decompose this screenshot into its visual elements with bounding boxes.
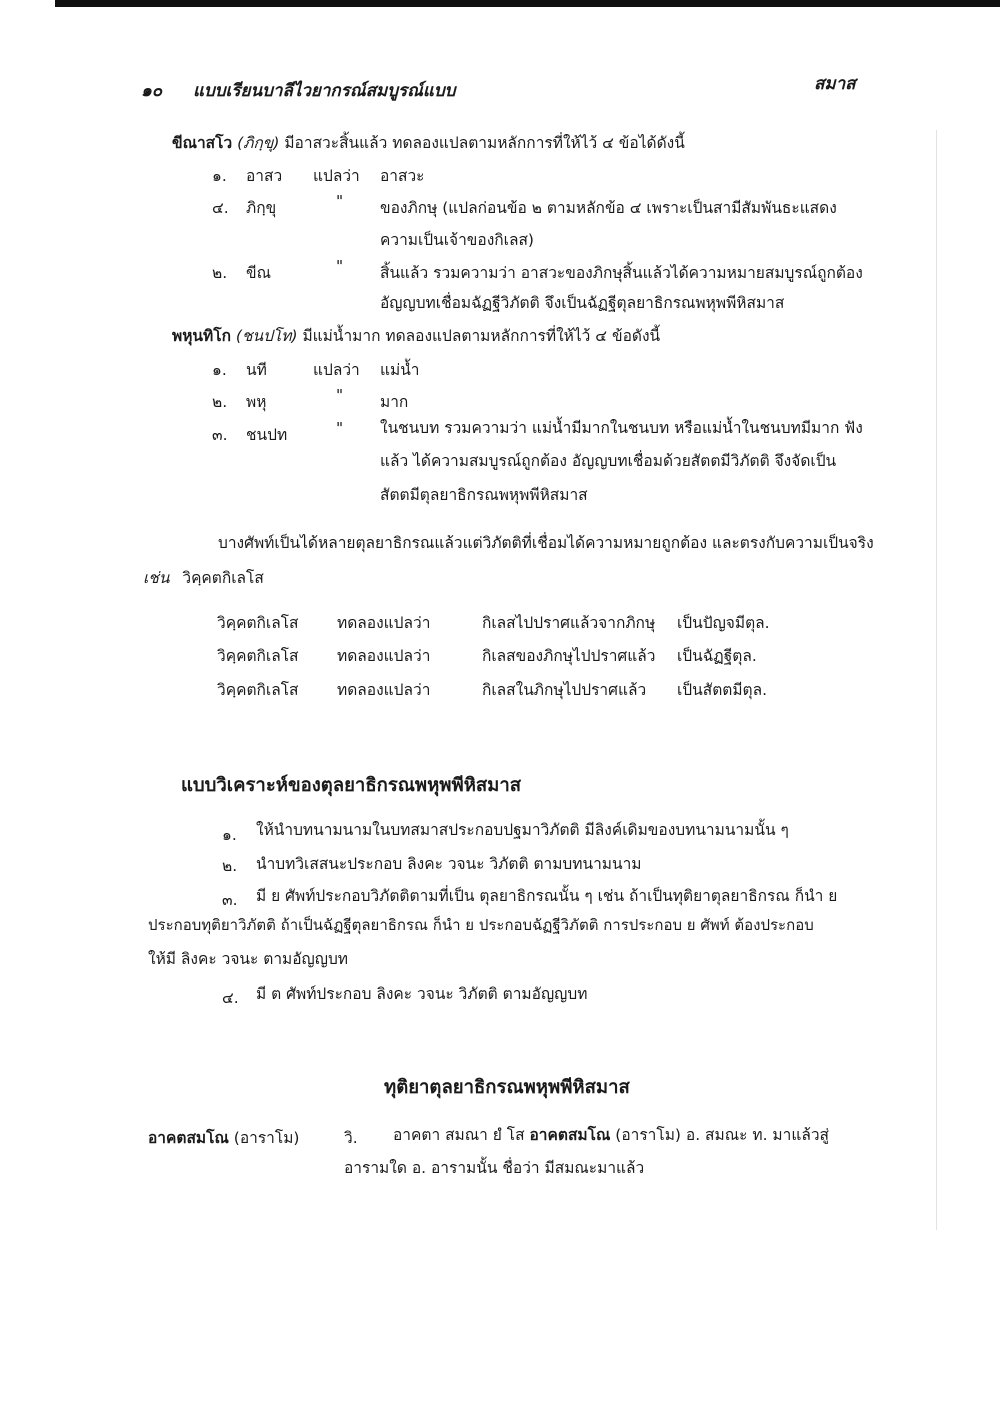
example1-meaning: กิเลสไปปราศแล้วจากภิกษุ <box>482 614 656 632</box>
example3-verb: ทดลองแปลว่า <box>337 681 431 699</box>
example2-word: วิคฺคตกิเลโส <box>217 647 299 665</box>
para-line2 <box>143 565 264 590</box>
entry1-row1-word: อาสว <box>246 167 283 185</box>
entry1-row2-verb: " <box>336 192 344 210</box>
entry1-row3-line1: สิ้นแล้ว รวมความว่า อาสวะของภิกษุสิ้นแล้วได้ความหมายสมบูรณ์ถูกต้อง <box>380 264 863 282</box>
analysis-item3-line2: ประกอบทุติยาวิภัตติ ถ้าเป็นฉัฏฐีตุลยาธิกรณ ก็นำ ย ประกอบฉัฏฐีวิภัตติ การประกอบ ย ศัพท์ ต้องประกอบ <box>148 916 814 934</box>
section2-line1-a: อาคตา สมณา ยํ โส <box>393 1126 525 1144</box>
entry2-row3-line3: สัตตมีตุลยาธิกรณพหุพพีหิสมาส <box>380 486 588 504</box>
entry1-row3-line2: อัญญบทเชื่อมฉัฏฐีวิภัตติ จึงเป็นฉัฏฐีตุลยาธิกรณพหุพพีหิสมาส <box>380 294 785 312</box>
entry2-paren: (ชนปโท) <box>235 327 298 345</box>
entry1-row2-line1: ของภิกษุ (แปลก่อนข้อ ๒ ตามหลักข้อ ๔ เพราะเป็นสามีสัมพันธะแสดง <box>380 199 837 217</box>
analysis-item2-num: ๒. <box>222 857 238 875</box>
analysis-item1-num: ๑. <box>222 826 237 844</box>
entry1-paren: (ภิกฺขุ) <box>237 134 280 152</box>
entry2-line <box>172 323 660 348</box>
entry2-row2-line1: มาก <box>380 393 409 411</box>
entry2-row1-line1: แม่น้ำ <box>380 361 420 379</box>
entry1-row2-num: ๔. <box>212 199 229 217</box>
example3-word: วิคฺคตกิเลโส <box>217 681 299 699</box>
entry2-row3-word: ชนปท <box>246 426 288 444</box>
section2-line1-b: (อาราโม) อ. สมณะ ท. มาแล้วสู่ <box>615 1126 830 1144</box>
entry1-row1-line1: อาสวะ <box>380 167 425 185</box>
example1-word: วิคฺคตกิเลโส <box>217 614 299 632</box>
entry1-row3-word: ขีณ <box>246 264 271 282</box>
entry2-row2-num: ๒. <box>212 393 228 411</box>
para-lead: เช่น <box>143 569 170 587</box>
section2-term: อาคตสมโณ <box>148 1129 229 1147</box>
entry2-term: พหุนทิโก <box>172 327 231 345</box>
analysis-item4-num: ๔. <box>222 989 239 1007</box>
book-title: แบบเรียนบาลีไวยากรณ์สมบูรณ์แบบ <box>193 81 456 101</box>
section2-marker: วิ. <box>344 1129 358 1147</box>
example2-meaning: กิเลสของภิกษุไปปราศแล้ว <box>482 647 656 665</box>
section2-term-line <box>148 1125 299 1150</box>
entry1-desc: มีอาสวะสิ้นแล้ว ทดลองแปลตามหลักการที่ให้ไว้ ๔ ข้อได้ดังนี้ <box>284 134 685 152</box>
section-title: สมาส <box>814 74 856 94</box>
entry1-row3-num: ๒. <box>212 264 228 282</box>
entry2-row1-word: นที <box>246 361 267 379</box>
section2-line2: อารามใด อ. อารามนั้น ชื่อว่า มีสมณะมาแล้ว <box>344 1159 645 1177</box>
example3-meaning: กิเลสในภิกษุไปปราศแล้ว <box>482 681 647 699</box>
entry2-desc: มีแม่น้ำมาก ทดลองแปลตามหลักการที่ให้ไว้ ๔ ข้อดังนี้ <box>302 327 661 345</box>
analysis-item4-text: มี ต ศัพท์ประกอบ ลิงคะ วจนะ วิภัตติ ตามอัญญบท <box>256 985 588 1003</box>
entry1-line <box>172 130 685 155</box>
scan-edge-line <box>936 130 937 1230</box>
analysis-item2-text: นำบทวิเสสนะประกอบ ลิงคะ วจนะ วิภัตติ ตามบทนามนาม <box>256 855 642 873</box>
scan-edge-bar <box>55 0 1000 7</box>
section2-heading: ทุติยาตุลยาธิกรณพหุพพีหิสมาส <box>384 1077 630 1098</box>
entry2-row1-num: ๑. <box>212 361 227 379</box>
entry1-row1-verb: แปลว่า <box>313 167 360 185</box>
section2-line1 <box>393 1122 829 1147</box>
entry2-row3-line2: แล้ว ได้ความสมบูรณ์ถูกต้อง อัญญบทเชื่อมด้วยสัตตมีวิภัตติ จึงจัดเป็น <box>380 452 837 470</box>
entry2-row2-word: พหุ <box>246 393 267 411</box>
example1-verb: ทดลองแปลว่า <box>337 614 431 632</box>
entry2-row3-line1: ในชนบท รวมความว่า แม่น้ำมีมากในชนบท หรือแม่น้ำในชนบทมีมาก ฟัง <box>380 419 863 437</box>
example2-verb: ทดลองแปลว่า <box>337 647 431 665</box>
example1-result: เป็นปัญจมีตุล. <box>677 614 770 632</box>
section2-line1-bold: อาคตสมโณ <box>529 1126 611 1144</box>
example2-result: เป็นฉัฏฐีตุล. <box>677 647 757 665</box>
para-word: วิคฺคตกิเลโส <box>182 569 264 587</box>
analysis-item3-num: ๓. <box>222 891 238 909</box>
entry1-row2-line2: ความเป็นเจ้าของกิเลส) <box>380 231 534 249</box>
entry1-row3-verb: " <box>336 257 344 275</box>
entry2-row3-verb: " <box>336 419 344 437</box>
entry1-row1-num: ๑. <box>212 167 227 185</box>
entry2-row3-num: ๓. <box>212 426 228 444</box>
analysis-item1-text: ให้นำบทนามนามในบทสมาสประกอบปฐมาวิภัตติ มีลิงค์เดิมของบทนามนามนั้น ๆ <box>256 821 789 839</box>
entry2-row2-verb: " <box>336 386 344 404</box>
entry1-term: ขีณาสโว <box>172 134 233 152</box>
section2-paren: (อาราโม) <box>233 1129 300 1147</box>
example3-result: เป็นสัตตมีตุล. <box>677 681 768 699</box>
entry1-row2-word: ภิกฺขุ <box>246 199 277 217</box>
para-line1: บางศัพท์เป็นได้หลายตุลยาธิกรณแล้วแต่วิภัตติที่เชื่อมได้ความหมายถูกต้อง และตรงกับความเป็นจริง <box>218 534 874 552</box>
analysis-heading: แบบวิเคราะห์ของตุลยาธิกรณพหุพพีหิสมาส <box>181 775 522 796</box>
page-number: ๑๐ <box>141 81 163 101</box>
entry2-row1-verb: แปลว่า <box>313 361 360 379</box>
analysis-item3-line3: ให้มี ลิงคะ วจนะ ตามอัญญบท <box>148 950 349 968</box>
analysis-item3-text: มี ย ศัพท์ประกอบวิภัตติตามที่เป็น ตุลยาธิกรณนั้น ๆ เช่น ถ้าเป็นทุติยาตุลยาธิกรณ ก็นำ ย <box>256 887 838 905</box>
